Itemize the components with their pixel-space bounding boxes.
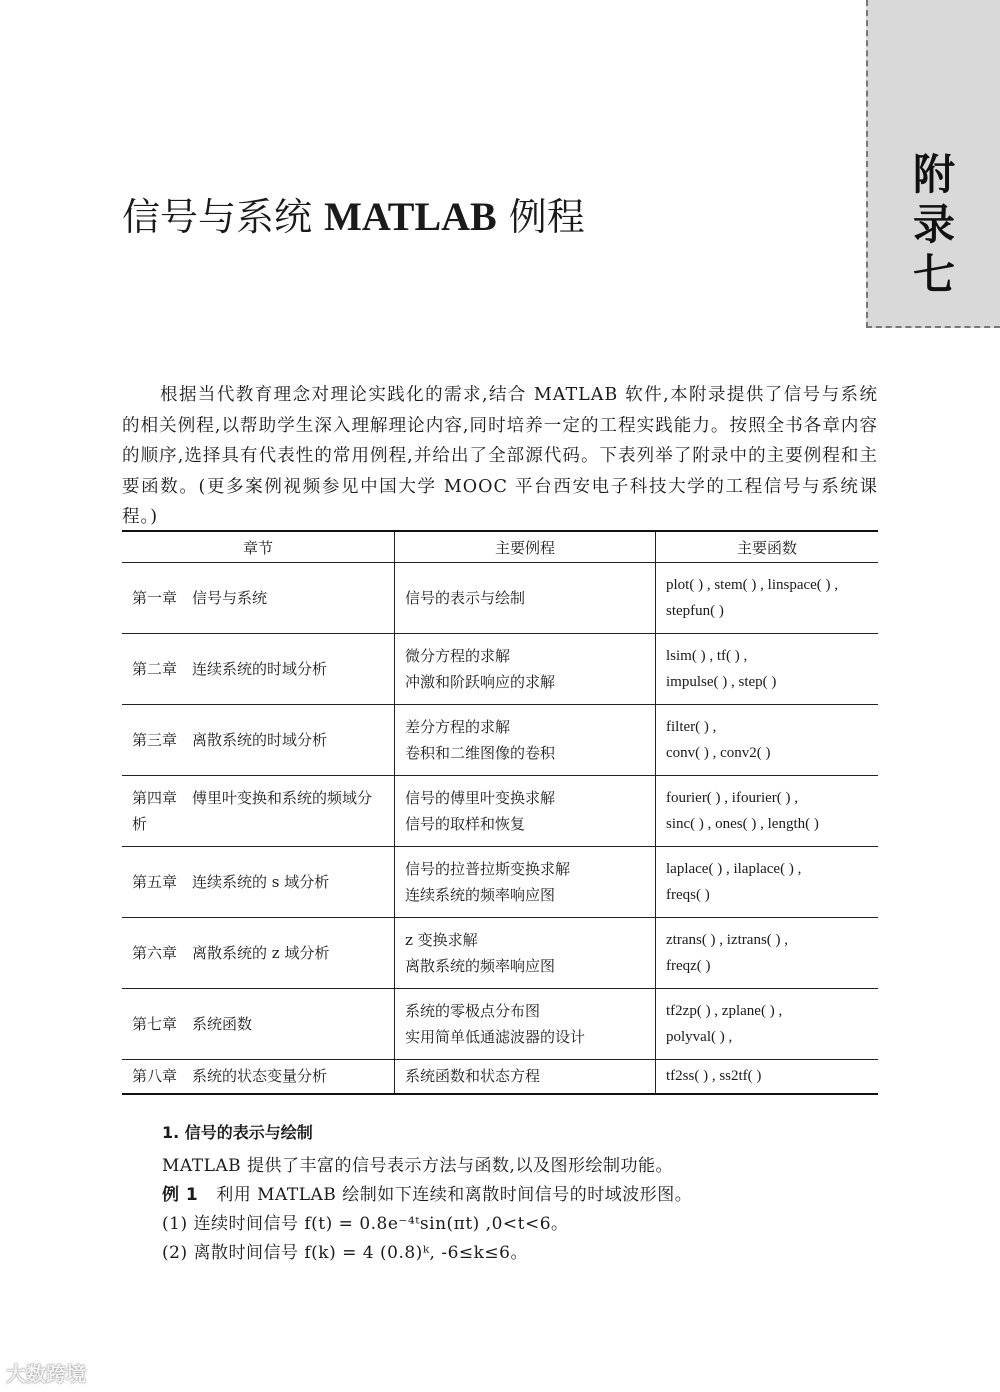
examples-cell: 差分方程的求解 卷积和二维图像的卷积 xyxy=(395,705,656,776)
appendix-tab xyxy=(866,0,1000,328)
table-row xyxy=(122,989,878,1060)
chapter-cell: 第五章 连续系统的 s 域分析 xyxy=(122,847,395,918)
example-item-1: (1) 连续时间信号 f(t) = 0.8e⁻⁴ᵗsin(πt) ,0<t<6。 xyxy=(162,1214,569,1234)
functions-cell: tf2zp( ) , zplane( ) , polyval( ) , xyxy=(656,989,879,1060)
example-label: 例 1 xyxy=(162,1185,199,1205)
title-prefix: 信号与系统 xyxy=(122,195,325,239)
table-header-row xyxy=(122,531,878,563)
functions-cell: ztrans( ) , iztrans( ) , freqz( ) xyxy=(656,918,879,989)
chapter-cell: 第八章 系统的状态变量分析 xyxy=(122,1060,395,1094)
examples-cell: 系统的零极点分布图 实用简单低通滤波器的设计 xyxy=(395,989,656,1060)
watermark-logo: 大数跨境 xyxy=(6,1362,86,1386)
table-row xyxy=(122,918,878,989)
examples-cell: z 变换求解 离散系统的频率响应图 xyxy=(395,918,656,989)
intro-paragraph: 根据当代教育理念对理论实践化的需求,结合 MATLAB 软件,本附录提供了信号与系统的相关例程,以帮助学生深入理解理论内容,同时培养一定的工程实践能力。按照全书各章内容的顺序,选择具有代表性的常用例程,并给出了全部源代码。下表列举了附录中的主要例程和主要函数。(更多案例视频参见中国大学 MOOC 平台西安电子科技大学的工程信号与系统课程。) xyxy=(122,385,878,527)
functions-cell: lsim( ) , tf( ) , impulse( ) , step( ) xyxy=(656,634,879,705)
functions-cell: tf2ss( ) , ss2tf( ) xyxy=(656,1060,879,1094)
chapter-cell: 第六章 离散系统的 z 域分析 xyxy=(122,918,395,989)
chapter-cell: 第二章 连续系统的时域分析 xyxy=(122,634,395,705)
table-row xyxy=(122,563,878,634)
example-item-2: (2) 离散时间信号 f(k) = 4 (0.8)ᵏ, -6≤k≤6。 xyxy=(162,1243,528,1263)
table-row xyxy=(122,705,878,776)
title-suffix: 例程 xyxy=(496,195,585,239)
title-latin: MATLAB xyxy=(324,194,497,239)
appendix-tab-char-2: 录 xyxy=(912,200,955,249)
examples-cell: 信号的拉普拉斯变换求解 连续系统的频率响应图 xyxy=(395,847,656,918)
appendix-tab-char-3: 七 xyxy=(912,250,955,299)
examples-cell: 系统函数和状态方程 xyxy=(395,1060,656,1094)
functions-cell: plot( ) , stem( ) , linspace( ) , stepfun( ) xyxy=(656,563,879,634)
table-row xyxy=(122,1060,878,1094)
examples-cell: 信号的表示与绘制 xyxy=(395,563,656,634)
functions-cell: fourier( ) , ifourier( ) , sinc( ) , ones( ) , length( ) xyxy=(656,776,879,847)
chapter-cell: 第七章 系统函数 xyxy=(122,989,395,1060)
functions-cell: laplace( ) , ilaplace( ) , freqs( ) xyxy=(656,847,879,918)
functions-cell: filter( ) , conv( ) , conv2( ) xyxy=(656,705,879,776)
example-text: 利用 MATLAB 绘制如下连续和离散时间信号的时域波形图。 xyxy=(216,1185,693,1205)
page-title xyxy=(122,186,585,241)
examples-cell: 信号的傅里叶变换求解 信号的取样和恢复 xyxy=(395,776,656,847)
chapter-cell: 第四章 傅里叶变换和系统的频域分析 xyxy=(122,776,395,847)
table-row xyxy=(122,776,878,847)
header-examples: 主要例程 xyxy=(395,531,656,563)
table-row xyxy=(122,634,878,705)
chapter-cell: 第一章 信号与系统 xyxy=(122,563,395,634)
section-paragraph: MATLAB 提供了丰富的信号表示方法与函数,以及图形绘制功能。 xyxy=(162,1156,673,1176)
section-heading: 1. 信号的表示与绘制 xyxy=(162,1123,313,1142)
chapter-table xyxy=(122,530,878,1095)
header-chapter: 章节 xyxy=(122,531,395,563)
header-functions: 主要函数 xyxy=(656,531,879,563)
examples-cell: 微分方程的求解 冲激和阶跃响应的求解 xyxy=(395,634,656,705)
example-line xyxy=(162,1180,692,1205)
table-row xyxy=(122,847,878,918)
chapter-cell: 第三章 离散系统的时域分析 xyxy=(122,705,395,776)
appendix-tab-label xyxy=(868,150,1000,300)
appendix-tab-char-1: 附 xyxy=(912,150,955,199)
